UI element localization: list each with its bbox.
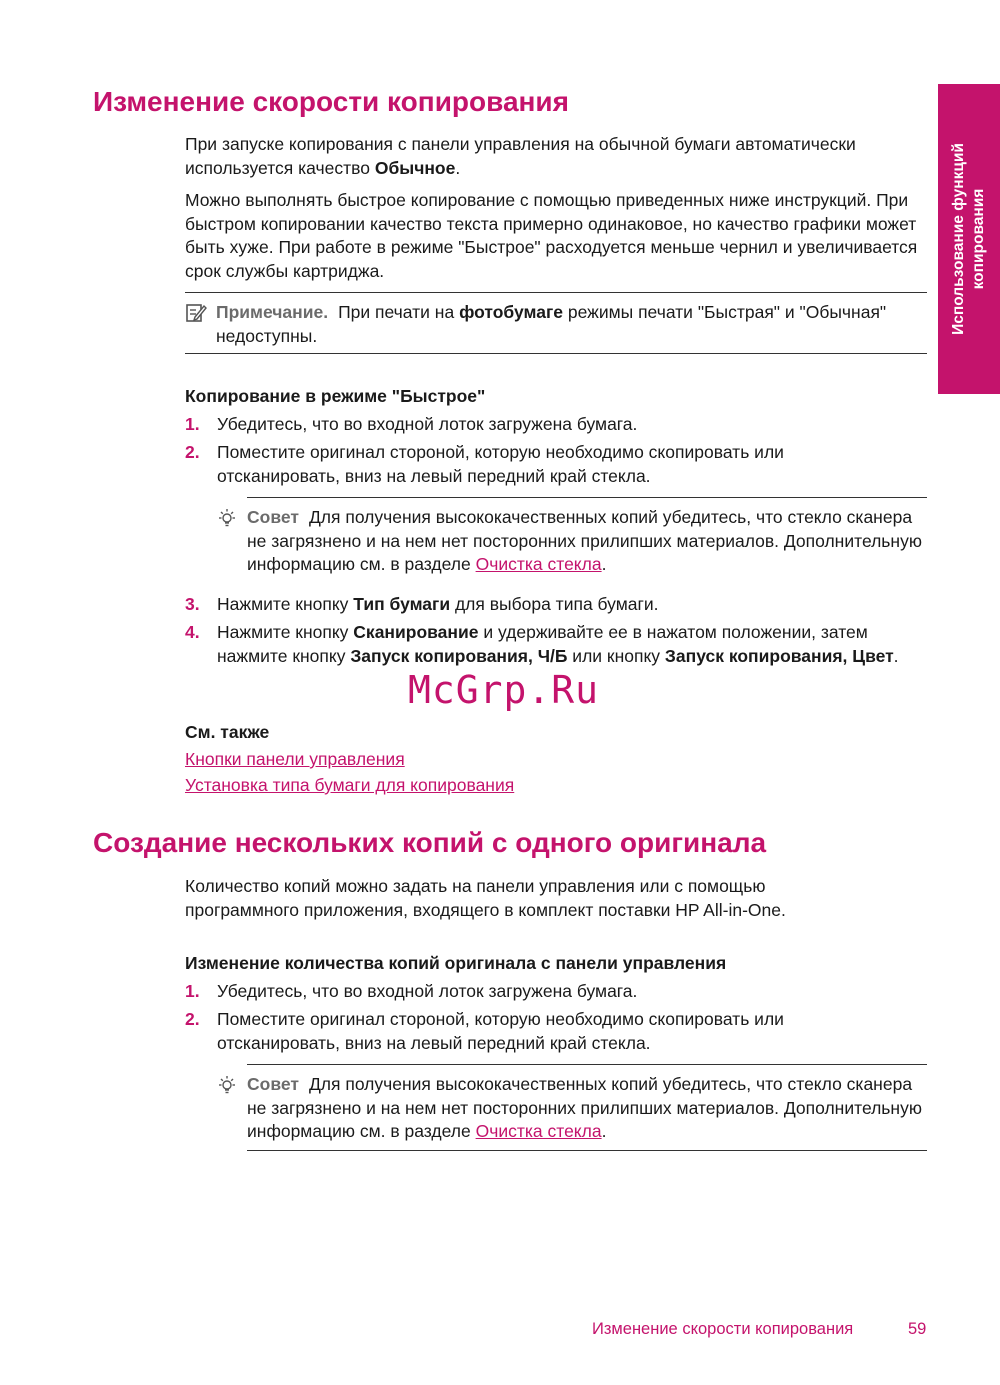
list-item (185, 980, 945, 1004)
step4-text-a: Нажмите кнопку (217, 622, 354, 642)
step-number: 1. (185, 414, 200, 434)
step3-text-a: Нажмите кнопку (217, 594, 354, 614)
copy-count-text: Количество копий можно задать на панели управления или с помощью программного приложения, входящего в комплект поставки HP All-in-One. (185, 876, 786, 920)
step3-text-b: для выбора типа бумаги. (450, 594, 659, 614)
list-item (185, 441, 885, 488)
step-number: 4. (185, 622, 200, 642)
step-number: 3. (185, 594, 200, 614)
link-glass-cleaning[interactable]: Очистка стекла (475, 1121, 602, 1141)
tip-label: Совет (247, 507, 299, 527)
section-title-speed: Изменение скорости копирования (93, 86, 569, 117)
list-item (185, 413, 945, 437)
step4-bold-1: Сканирование (353, 622, 479, 642)
note-bold: фотобумаге (459, 302, 563, 322)
step4-bold-3: Запуск копирования, Цвет (664, 645, 894, 666)
footer-section-title: Изменение скорости копирования (592, 1320, 854, 1338)
step-text: Убедитесь, что во входной лоток загружена бумага. (217, 414, 638, 434)
note-icon (185, 302, 207, 329)
page-number: 59 (908, 1320, 927, 1338)
tip-top-rule (247, 497, 927, 498)
tip2-bottom-rule (247, 1150, 927, 1151)
list-item (185, 621, 935, 668)
chapter-side-tab-label (949, 143, 989, 335)
step-text: Убедитесь, что во входной лоток загружена бумага. (217, 981, 638, 1001)
paragraph-copy-count (185, 875, 865, 922)
step4-text-c: или кнопку (567, 645, 665, 666)
section-title-multiple-copies: Создание нескольких копий с одного оригинала (93, 827, 767, 858)
paragraph-fast-copy (185, 189, 935, 283)
link-control-panel-buttons[interactable]: Кнопки панели управления (185, 749, 405, 769)
tip2-block (247, 1073, 927, 1144)
step3-bold: Тип бумаги (353, 594, 451, 614)
tip-end: . (601, 554, 607, 574)
intro-end: . (455, 157, 461, 178)
paragraph-intro (185, 133, 935, 180)
watermark: McGrp.Ru (408, 668, 600, 712)
fast-copy-text: Можно выполнять быстрое копирование с помощью приведенных ниже инструкций. При быстром копировании качество текста примерно одинаковое, но качество графики может быть хуже. При работе в режиме "Быстрое" расходуется меньше чернил и увеличивается срок службы картриджа. (185, 190, 918, 281)
link-paper-type-setting[interactable]: Установка типа бумаги для копирования (185, 775, 515, 795)
side-tab-line-2: копирования (970, 188, 987, 290)
tip-end: . (601, 1121, 607, 1141)
chapter-side-tab (938, 84, 1000, 394)
step-number: 1. (185, 981, 200, 1001)
list-item (185, 1008, 885, 1055)
note-text-b: режимы печати "Быстрая" и "Обычная" недоступны. (216, 302, 887, 346)
procedure-title-copy-count: Изменение количества копий оригинала с панели управления (185, 953, 727, 973)
list-item (185, 593, 945, 617)
link-glass-cleaning[interactable]: Очистка стекла (475, 554, 602, 574)
tip-label: Совет (247, 1074, 299, 1094)
note-bottom-rule (185, 353, 927, 354)
note-block (216, 301, 916, 348)
step-text: Поместите оригинал стороной, которую необходимо скопировать или отсканировать, вниз на левый передний край стекла. (217, 1009, 784, 1053)
intro-bold: Обычное (374, 157, 456, 178)
see-also-title: См. также (185, 722, 270, 742)
step-text: Поместите оригинал стороной, которую необходимо скопировать или отсканировать, вниз на левый передний край стекла. (217, 442, 784, 486)
tip-text: Для получения высококачественных копий убедитесь, что стекло сканера не загрязнено и на нем нет посторонних прилипших материалов. Дополнительную информацию см. в разделе (247, 1074, 922, 1141)
intro-text: При запуске копирования с панели управления на обычной бумаги автоматически используется качество (185, 134, 856, 178)
note-text-a: При печати на (338, 302, 460, 322)
step4-bold-2: Запуск копирования, Ч/Б (350, 645, 568, 666)
lightbulb-icon (215, 507, 239, 536)
step4-text-b: и удерживайте ее в нажатом положении, затем нажмите кнопку (217, 622, 868, 666)
tip2-top-rule (247, 1064, 927, 1065)
lightbulb-icon (215, 1074, 239, 1103)
tip-text: Для получения высококачественных копий убедитесь, что стекло сканера не загрязнено и на нем нет посторонних прилипших материалов. Дополнительную информацию см. в разделе (247, 507, 922, 574)
note-label: Примечание. (216, 302, 329, 322)
step-number: 2. (185, 442, 200, 462)
step-number: 2. (185, 1009, 200, 1029)
side-tab-line-1: Использование функций (950, 143, 967, 335)
tip-block (247, 506, 927, 577)
note-top-rule (185, 292, 927, 293)
step4-text-d: . (893, 645, 899, 666)
procedure-title-fast: Копирование в режиме "Быстрое" (185, 386, 486, 406)
